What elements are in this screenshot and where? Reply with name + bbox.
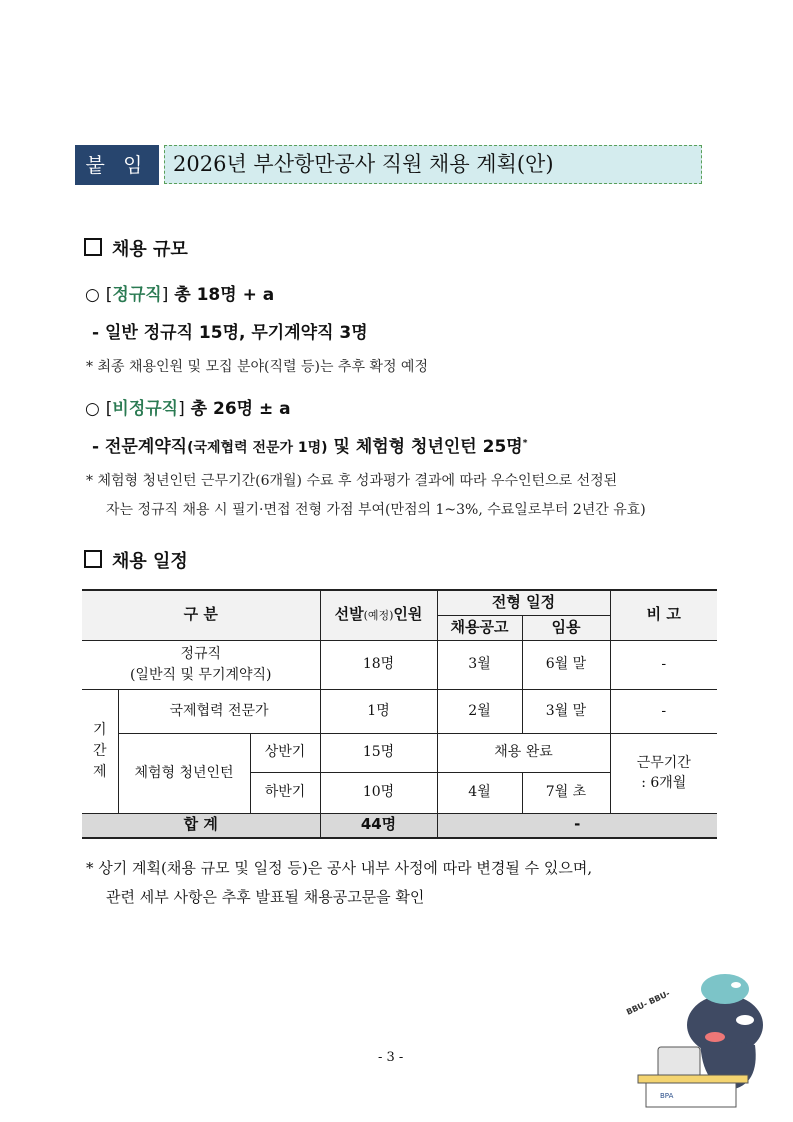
page-number: - 3 - [378,1050,404,1065]
regular-label: 정규직 [112,285,162,305]
category-text: (일반직 및 무기계약직) [129,666,272,683]
contract-label-cell: 기 간 제 [82,689,118,813]
remarks-cell: - [610,689,717,733]
notice-cell: 2월 [437,689,522,733]
regular-line [85,280,274,305]
checkbox-square-icon [84,238,102,256]
notice-cell: 4월 [437,772,522,813]
count-cell: 1명 [320,689,437,733]
bracket: ] [178,399,185,419]
table-row [82,733,717,772]
header-process: 전형 일정 [437,590,610,615]
header-remarks: 비 고 [610,590,717,640]
count-cell: 10명 [320,772,437,813]
checkbox-square-icon [84,550,102,568]
nonregular-detail [92,432,527,457]
detail-part: 및 체험형 청년인턴 25명 [327,437,523,457]
hire-cell: 3월 말 [522,689,610,733]
header-count [320,590,437,640]
heading-text: 채용 규모 [112,239,188,260]
detail-part: - 전문계약직 [92,437,188,457]
heading-text: 채용 일정 [112,551,188,572]
mascot-speech-text: BBU- BBU- [625,988,672,1017]
document-title: 2026년 부산항만공사 직원 채용 계획(안) [164,145,702,184]
header-text: 선발 [334,605,364,624]
total-rest: - [437,813,717,838]
header-text: 인원 [393,605,423,624]
desk-icon [638,1075,748,1083]
nonregular-total: 총 26명 ± a [190,399,291,419]
half-cell: 상반기 [250,733,320,772]
table-row [82,689,717,733]
circle-bullet-icon: ○ [85,285,100,305]
count-cell: 18명 [320,640,437,689]
mascot-illustration [620,965,780,1110]
schedule-note-2: 관련 세부 사항은 추후 발표될 채용공고문을 확인 [106,888,425,906]
header-notice: 채용공고 [437,615,522,640]
nonregular-label: 비정규직 [112,399,179,419]
schedule-note-1: * 상기 계획(채용 규모 및 일정 등)은 공사 내부 사정에 따라 변경될 수 있으며, [86,859,593,877]
dolphin-icon [701,974,749,1004]
nonregular-note-2: 자는 정규직 채용 시 필기·면접 전형 가점 부여(만점의 1~3%, 수료일로부터 2년간 유효) [106,502,646,518]
half-cell: 하반기 [250,772,320,813]
section-heading-scale [84,235,188,261]
category-cell: 국제협력 전문가 [118,689,320,733]
bracket: ] [161,285,169,305]
hire-cell: 6월 말 [522,640,610,689]
footnote-star: * [522,438,528,449]
count-cell: 15명 [320,733,437,772]
attachment-badge: 붙 임 [75,145,159,185]
detail-part: (국제협력 전문가 1명) [187,440,328,456]
table-total-row [82,813,717,838]
total-count: 44명 [320,813,437,838]
header-category: 구 분 [82,590,320,640]
table-header-row [82,590,717,615]
regular-total: 총 18명 + a [174,285,275,305]
notice-cell: 3월 [437,640,522,689]
nonregular-line [85,394,291,419]
bracket: [ [105,285,113,305]
total-label: 합 계 [82,813,320,838]
regular-detail: - 일반 정규직 15명, 무기계약직 3명 [92,323,368,343]
remarks-cell: - [610,640,717,689]
category-cell [82,640,320,689]
bracket: [ [105,399,113,419]
hire-cell: 7월 초 [522,772,610,813]
header-hire: 임용 [522,615,610,640]
category-text: 정규직 [180,646,222,663]
nonregular-note-1: * 체험형 청년인턴 근무기간(6개월) 수료 후 성과평가 결과에 따라 우수인턴으로 선정된 [86,473,618,489]
section-heading-schedule [84,547,188,573]
regular-note: * 최종 채용인원 및 모집 분야(직렬 등)는 추후 확정 예정 [86,359,428,375]
schedule-table [82,589,717,839]
laptop-icon [658,1047,700,1077]
mascot-logo-text: BPA [660,1092,674,1100]
header-text: (예정) [363,609,394,623]
circle-bullet-icon: ○ [85,399,100,419]
remarks-text: 근무기간 [636,754,691,771]
intern-label-cell: 체험형 청년인턴 [118,733,250,813]
remarks-cell [610,733,717,813]
remarks-text: : 6개월 [641,775,687,791]
table-row [82,640,717,689]
status-cell: 채용 완료 [437,733,610,772]
